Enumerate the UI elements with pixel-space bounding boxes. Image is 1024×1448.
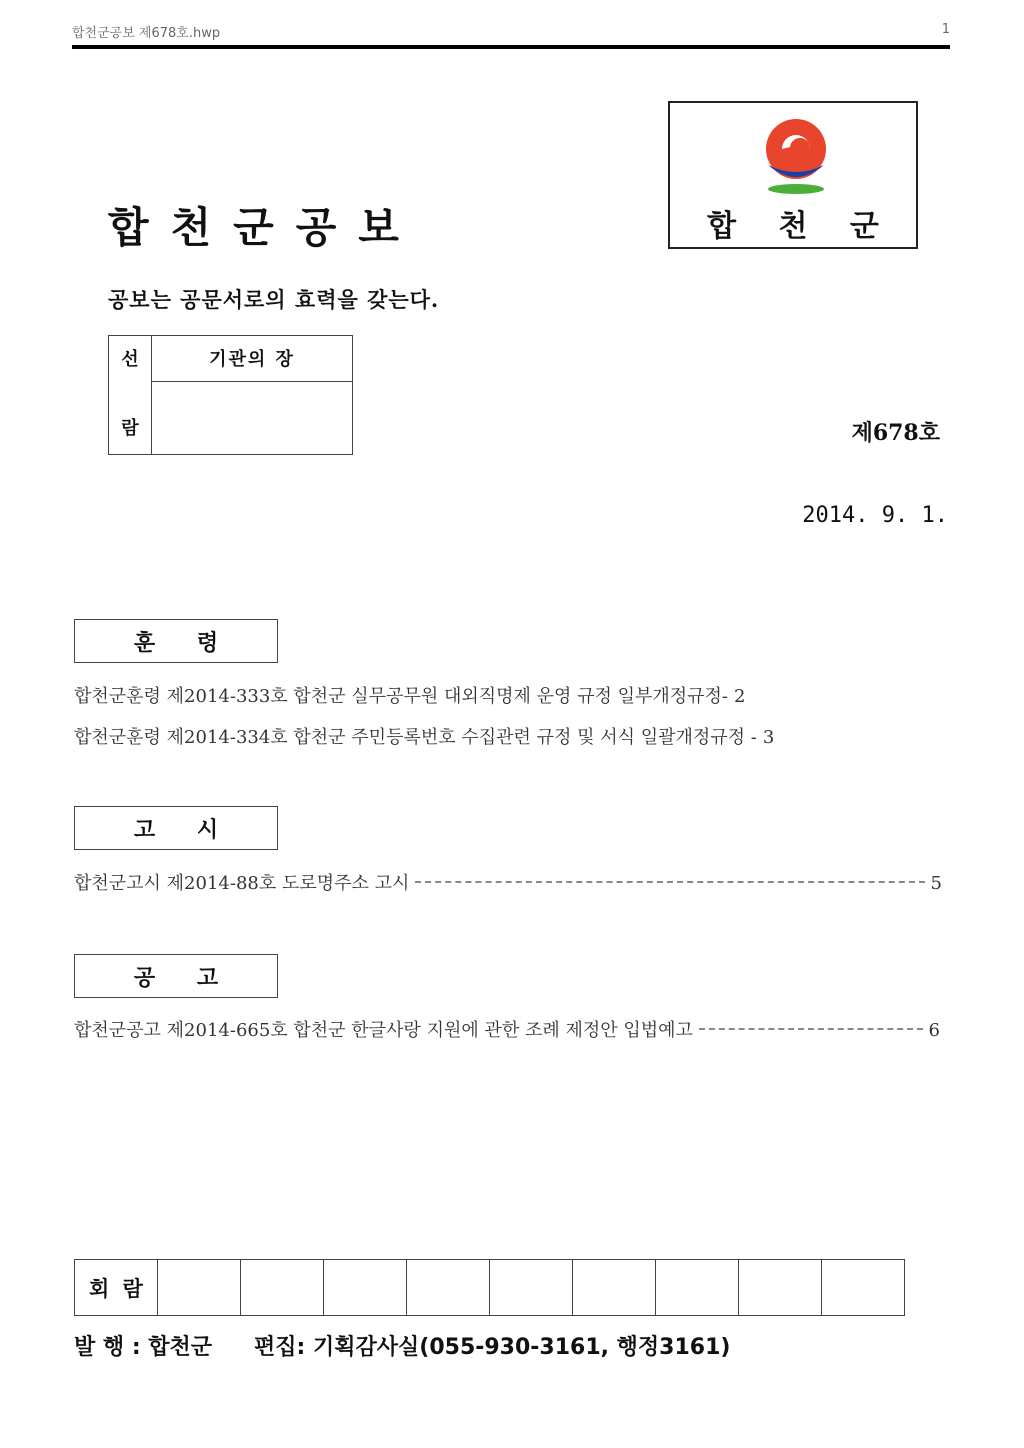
publication-footer <box>74 1330 730 1361</box>
approval-cell <box>656 1260 739 1316</box>
subtitle: 공보는 공문서로의 효력을 갖는다. <box>108 287 440 312</box>
approval-label: 회 람 <box>75 1260 158 1316</box>
circulation-side <box>109 336 152 455</box>
approval-cell <box>490 1260 573 1316</box>
approval-cell <box>573 1260 656 1316</box>
circulation-box <box>108 335 353 455</box>
file-name: 합천군공보 제678호.hwp <box>72 26 221 41</box>
emblem-name: 합 천 군 <box>707 209 895 244</box>
header-rule <box>72 45 950 49</box>
toc-entry-page: 5 <box>930 873 942 894</box>
issue-date: 2014. 9. 1. <box>802 503 948 528</box>
toc-leader <box>415 881 924 883</box>
toc-entry[interactable] <box>74 723 950 749</box>
hapcheon-emblem-icon <box>758 117 834 203</box>
toc-entry-title: 합천군훈령 제2014-333호 합천군 실무공무원 대외직명제 운영 규정 일부개정규정- <box>74 686 729 707</box>
toc-leader <box>699 1028 923 1030</box>
page-title: 합천군공보 <box>108 203 421 252</box>
section-heading-announcements: 공 고 <box>74 954 278 998</box>
county-emblem-box <box>668 101 918 249</box>
circulation-header: 기관의 장 <box>152 336 353 382</box>
circulation-signature-cell <box>152 381 353 454</box>
toc-entry-title: 합천군고시 제2014-88호 도로명주소 고시 <box>74 873 410 894</box>
toc-entry-title: 합천군훈령 제2014-334호 합천군 주민등록번호 수집관련 규정 및 서식 일괄개정규정 - <box>74 727 757 748</box>
toc-entry[interactable] <box>74 869 942 895</box>
toc-entry-page: 3 <box>762 727 775 748</box>
approval-grid <box>74 1259 905 1316</box>
section-heading-directives: 훈 령 <box>74 619 278 663</box>
circulation-side-top: 선 <box>121 349 139 370</box>
approval-cell <box>324 1260 407 1316</box>
approval-cell <box>158 1260 241 1316</box>
toc-entry-title: 합천군공고 제2014-665호 합천군 한글사랑 지원에 관한 조례 제정안 입법예고 <box>74 1020 693 1041</box>
approval-cell <box>822 1260 905 1316</box>
toc-entry-page: 6 <box>928 1020 940 1041</box>
approval-cell <box>739 1260 822 1316</box>
section-heading-notices: 고 시 <box>74 806 278 850</box>
editor-contact: 편집: 기획감사실(055-930-3161, 행정3161) <box>254 1335 731 1360</box>
circulation-side-bottom: 람 <box>121 418 139 439</box>
issue-number: 제678호 <box>851 420 940 446</box>
approval-cell <box>241 1260 324 1316</box>
toc-entry[interactable] <box>74 1016 940 1042</box>
approval-cell <box>407 1260 490 1316</box>
publisher: 발 행 : 합천군 <box>74 1335 213 1360</box>
toc-entry-page: 2 <box>734 686 746 707</box>
page-number: 1 <box>941 22 950 37</box>
toc-entry[interactable] <box>74 682 950 708</box>
